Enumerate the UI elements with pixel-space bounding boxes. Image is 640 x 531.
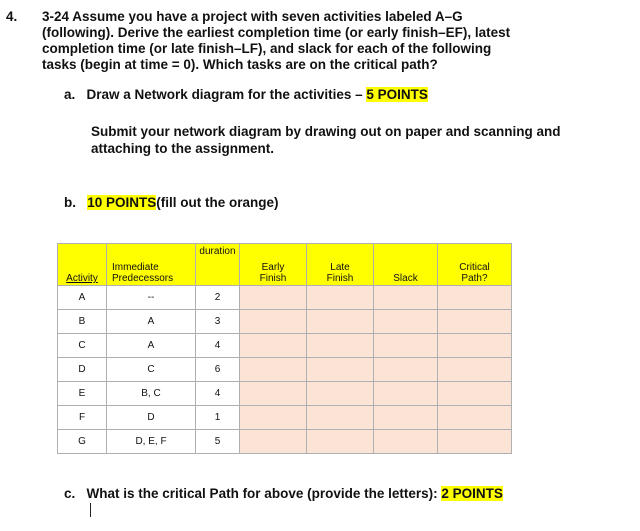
- cell-critical-path[interactable]: [438, 286, 512, 310]
- cell-early-finish[interactable]: [240, 406, 307, 430]
- cell-late-finish[interactable]: [307, 382, 374, 406]
- cell-late-finish[interactable]: [307, 286, 374, 310]
- part-b: [64, 195, 279, 210]
- cell-slack[interactable]: [374, 358, 438, 382]
- cell-critical-path[interactable]: [438, 382, 512, 406]
- cell-critical-path[interactable]: [438, 430, 512, 454]
- question-number: 4.: [6, 9, 18, 24]
- cell-slack[interactable]: [374, 406, 438, 430]
- cell-critical-path[interactable]: [438, 334, 512, 358]
- cell-activity: E: [58, 382, 107, 406]
- table-row: [58, 382, 512, 406]
- part-c-text: What is the critical Path for above (provide the letters):: [86, 486, 442, 501]
- cell-duration: 4: [196, 334, 240, 358]
- cell-critical-path[interactable]: [438, 358, 512, 382]
- header-late-finish: Late Finish: [307, 244, 374, 286]
- part-a-text: Draw a Network diagram for the activities –: [86, 87, 367, 102]
- cell-early-finish[interactable]: [240, 334, 307, 358]
- cell-duration: 2: [196, 286, 240, 310]
- table-row: [58, 334, 512, 358]
- cell-predecessors: C: [107, 358, 196, 382]
- part-c-label: c.: [64, 486, 76, 501]
- cell-predecessors: D: [107, 406, 196, 430]
- part-a-label: a.: [64, 87, 76, 102]
- header-duration: duration: [196, 244, 240, 286]
- cell-slack[interactable]: [374, 382, 438, 406]
- text-cursor[interactable]: [90, 503, 91, 517]
- table-row: [58, 430, 512, 454]
- cell-critical-path[interactable]: [438, 406, 512, 430]
- cell-predecessors: A: [107, 310, 196, 334]
- part-c-points: 2 POINTS: [441, 486, 503, 501]
- cell-early-finish[interactable]: [240, 310, 307, 334]
- cell-predecessors: --: [107, 286, 196, 310]
- header-critical-path: Critical Path?: [438, 244, 512, 286]
- table-row: [58, 406, 512, 430]
- question-text: [42, 9, 602, 73]
- cell-activity: C: [58, 334, 107, 358]
- cell-late-finish[interactable]: [307, 358, 374, 382]
- cell-early-finish[interactable]: [240, 382, 307, 406]
- cell-early-finish[interactable]: [240, 430, 307, 454]
- cell-critical-path[interactable]: [438, 310, 512, 334]
- cell-late-finish[interactable]: [307, 334, 374, 358]
- cell-slack[interactable]: [374, 310, 438, 334]
- cell-slack[interactable]: [374, 286, 438, 310]
- part-a: [64, 87, 428, 102]
- cell-predecessors: A: [107, 334, 196, 358]
- header-early-finish: Early Finish: [240, 244, 307, 286]
- cell-duration: 3: [196, 310, 240, 334]
- cell-late-finish[interactable]: [307, 310, 374, 334]
- cell-duration: 6: [196, 358, 240, 382]
- table-row: [58, 358, 512, 382]
- submit-instructions: Submit your network diagram by drawing out on paper and scanning and attaching to the assignment.: [91, 124, 561, 156]
- table-row: [58, 310, 512, 334]
- part-b-points: 10 POINTS: [87, 195, 157, 210]
- table-header-row: [58, 244, 512, 286]
- cell-duration: 1: [196, 406, 240, 430]
- cell-activity: F: [58, 406, 107, 430]
- part-b-label: b.: [64, 195, 76, 210]
- cell-late-finish[interactable]: [307, 430, 374, 454]
- cell-slack[interactable]: [374, 430, 438, 454]
- cell-activity: G: [58, 430, 107, 454]
- question-line: 3-24 Assume you have a project with seven activities labeled A–G: [42, 9, 463, 24]
- activity-table: [57, 243, 512, 454]
- cell-activity: A: [58, 286, 107, 310]
- part-b-text: (fill out the orange): [156, 195, 279, 210]
- part-a-points: 5 POINTS: [366, 87, 428, 102]
- header-slack: Slack: [374, 244, 438, 286]
- cell-predecessors: B, C: [107, 382, 196, 406]
- table-row: [58, 286, 512, 310]
- cell-late-finish[interactable]: [307, 406, 374, 430]
- header-activity: Activity: [58, 244, 107, 286]
- question-line: tasks (begin at time = 0). Which tasks are on the critical path?: [42, 57, 438, 72]
- cell-activity: D: [58, 358, 107, 382]
- part-c: [64, 486, 503, 501]
- cell-early-finish[interactable]: [240, 358, 307, 382]
- question-line: completion time (or late finish–LF), and slack for each of the following: [42, 41, 492, 56]
- cell-duration: 5: [196, 430, 240, 454]
- cell-early-finish[interactable]: [240, 286, 307, 310]
- cell-duration: 4: [196, 382, 240, 406]
- cell-slack[interactable]: [374, 334, 438, 358]
- question-line: (following). Derive the earliest completion time (or early finish–EF), latest: [42, 25, 511, 40]
- header-predecessors: Immediate Predecessors: [107, 244, 196, 286]
- cell-predecessors: D, E, F: [107, 430, 196, 454]
- cell-activity: B: [58, 310, 107, 334]
